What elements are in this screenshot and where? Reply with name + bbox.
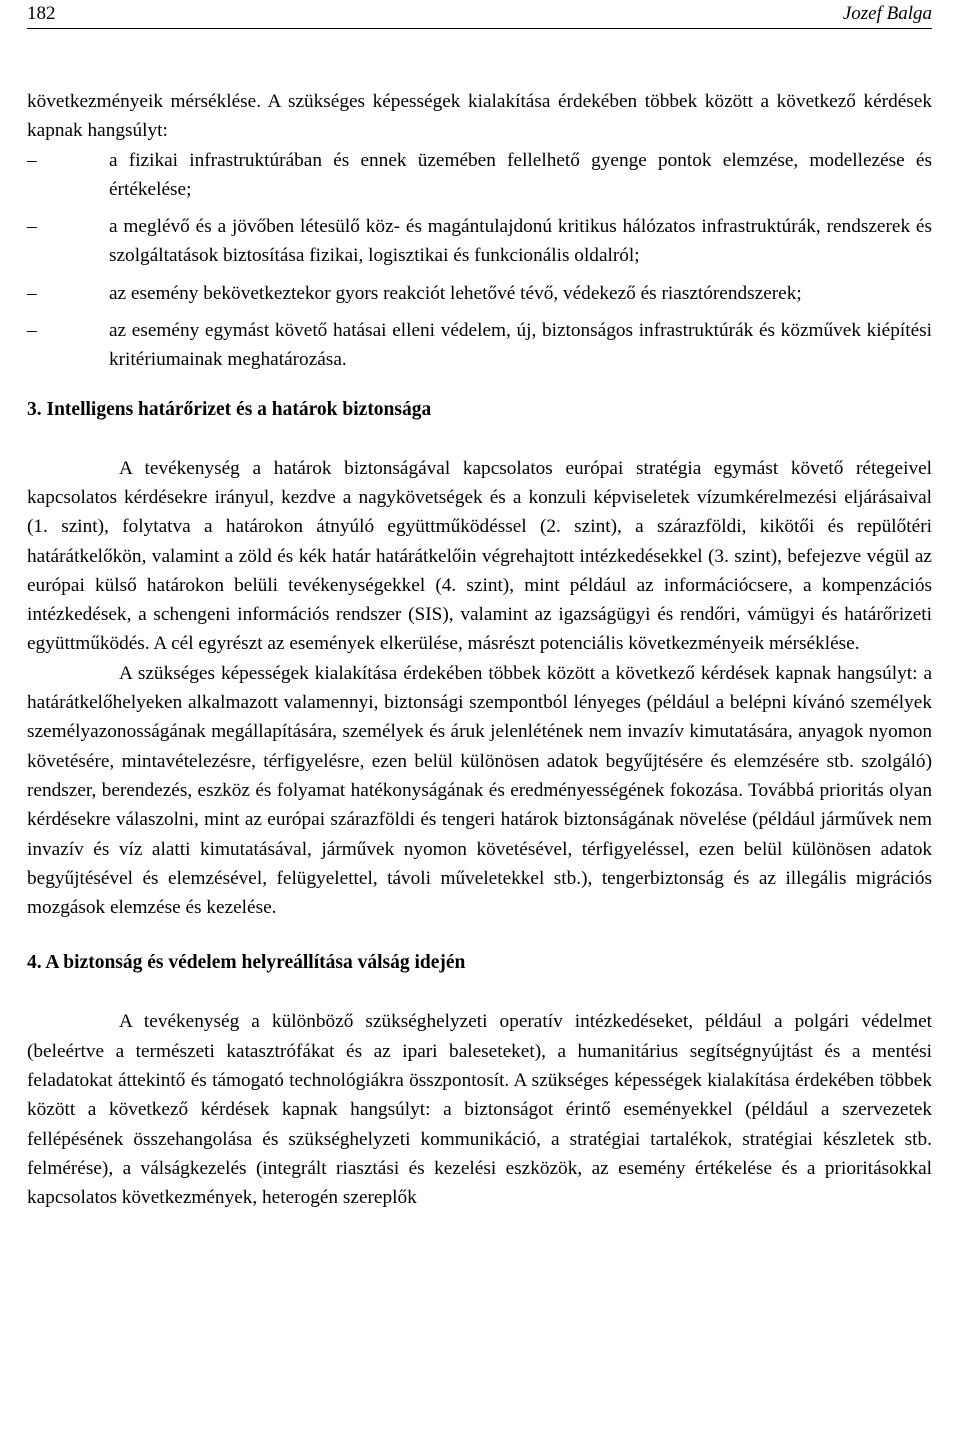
list-item-text: az esemény egymást követő hatásai elleni védelem, új, biztonságos infrastruktúrák és közművek kiépítési kritériumainak meghatározása. (109, 320, 932, 371)
section-4-paragraph-1: A tevékenység a különböző szükséghelyzeti operatív intézkedéseket, például a polgári védelmet (beleértve a természeti katasztrófákat és az ipari baleseteket), a humanitárius segítségnyújtást és a mentési feladatokat áttekintő és támogató technológiákra összpontosít. A szükséges képességek kialakítása érdekében többek között a következő kérdések kapnak hangsúlyt: a biztonságot érintő eseményekkel (például a szervezetek fellépésének összehangolása és szükséghelyzeti kommunikáció, a stratégiai tartalékok, stratégiai készletek stb. felmérése), a válságkezelés (integrált riasztási és kezelési eszközök, az esemény értékelése és a prioritásokkal kapcsolatos következmények, heterogén szereplők (27, 1011, 932, 1209)
list-item-text: az esemény bekövetkeztekor gyors reakciót lehetővé tévő, védekező és riasztórendszerek; (109, 282, 802, 304)
running-header (27, 0, 932, 29)
section-4-heading: 4. A biztonság és védelem helyreállítása válság idején (27, 952, 466, 974)
list-item (27, 146, 932, 205)
list-item-text: a meglévő és a jövőben létesülő köz- és magántulajdonú kritikus hálózatos infrastruktúrák, rendszerek és szolgáltatások biztosítása fizikai, logisztikai és funkcionális oldalról; (109, 216, 932, 267)
body-text (27, 87, 932, 1213)
dash-bullet: – (27, 282, 37, 304)
list-item-text: a fizikai infrastruktúrában és ennek üzemében fellelhető gyenge pontok elemzése, modellezése és értékelése; (109, 149, 932, 200)
list-item (27, 279, 932, 308)
list-item (27, 212, 932, 271)
author-name: Jozef Balga (842, 3, 932, 24)
dash-bullet: – (27, 216, 37, 238)
dash-bullet: – (27, 149, 37, 171)
dash-bullet: – (27, 320, 37, 342)
section-3-heading: 3. Intelligens határőrizet és a határok biztonsága (27, 398, 432, 420)
intro-paragraph: következményeik mérséklése. A szükséges képességek kialakítása érdekében többek között a következő kérdések kapnak hangsúlyt: (27, 91, 932, 142)
page-number: 182 (27, 3, 56, 24)
section-3-paragraph-2: A szükséges képességek kialakítása érdekében többek között a következő kérdések kapnak hangsúlyt: a határátkelőhelyeken alkalmazott valamennyi, biztonsági szempontból lényeges (például a belépni kívánó személyek személyazonosságának megállapítására, személyek és áruk jelenlétének nem invazív kimutatására, anyagok nyomon követésére, mintavételezésre, térfigyelésre, ezen belül különösen adatok begyűjtésére és elemzésére stb. szolgáló) rendszer, berendezés, eszköz és folyamat hatékonyságának és eredményességének fokozása. Továbbá prioritás olyan kérdésekre válaszolni, mint az európai szárazföldi és tengeri határok biztonságának növelése (például járművek nem invazív és víz alatti kimutatásával, járművek nyomon követésével, térfigyeléssel, ezen belül különösen adatok begyűjtésével és elemzésével, felügyelettel, távoli műveletekkel stb.), tengerbiztonság és az illegális migrációs mozgások elemzése és kezelése. (27, 662, 932, 919)
section-3-paragraph-1: A tevékenység a határok biztonságával kapcsolatos európai stratégia egymást követő rétegeivel kapcsolatos kérdésekre irányul, kezdve a nagykövetségek és a konzuli képviseletek vízumkérelmezési eljárásaival (1. szint), folytatva a határokon átnyúló együttműködéssel (2. szint), a szárazföldi, kikötői és repülőtéri határátkelőkön, valamint a zöld és kék határ határátkelőin végrehajtott intézkedésekkel (3. szint), befejezve végül az európai külső határokon belüli tevékenységekkel (4. szint), mint például az információcsere, a kompenzációs intézkedések, a schengeni információs rendszer (SIS), valamint az igazságügyi és rendőri, vámügyi és határőrizeti együttműködés. A cél egyrészt az események elkerülése, másrészt potenciális következményeik mérséklése. (27, 457, 932, 655)
capability-list (27, 146, 932, 375)
list-item (27, 316, 932, 375)
